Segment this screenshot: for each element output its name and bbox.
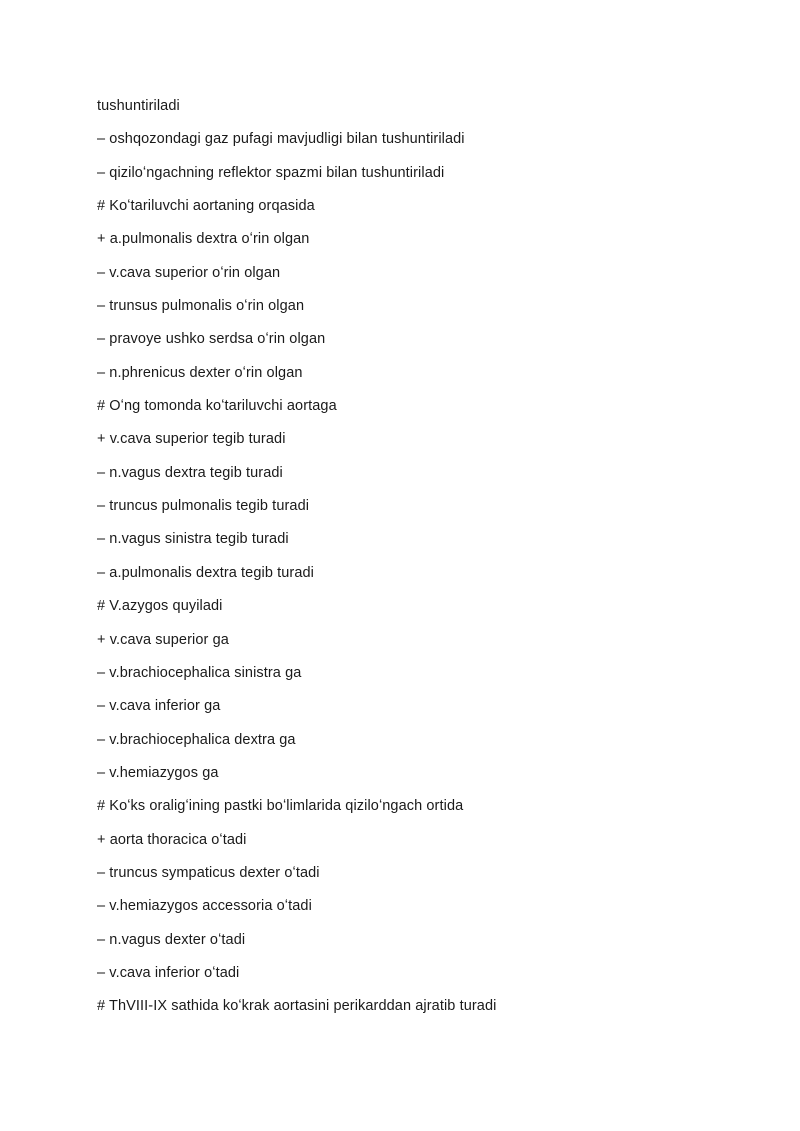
question-heading: # V.azygos quyiladi — [97, 598, 223, 615]
question-heading: # ThVIII-IX sathida koʻkrak aortasini perikarddan ajratib turadi — [97, 998, 497, 1015]
correct-answer: + a.pulmonalis dextra oʻrin olgan — [97, 231, 310, 248]
question-heading: # Oʻng tomonda koʻtariluvchi aortaga — [97, 398, 337, 415]
answer-option: – truncus pulmonalis tegib turadi — [97, 498, 310, 515]
answer-option: – n.vagus dextra tegib turadi — [97, 464, 283, 481]
answer-option: – pravoye ushko serdsa oʻrin olgan — [97, 331, 326, 348]
answer-option: – v.brachiocephalica sinistra ga — [97, 664, 302, 681]
correct-answer: + v.cava superior tegib turadi — [97, 431, 286, 448]
correct-answer: + aorta thoracica oʻtadi — [97, 831, 247, 848]
answer-option: – v.hemiazygos accessoria oʻtadi — [97, 898, 312, 915]
answer-option: – n.vagus sinistra tegib turadi — [97, 531, 289, 548]
answer-option: – a.pulmonalis dextra tegib turadi — [97, 564, 314, 581]
answer-option: – v.cava inferior oʻtadi — [97, 964, 240, 981]
question-heading: # Koʻks oraligʻining pastki boʻlimlarida qiziloʻngach ortida — [97, 798, 464, 815]
answer-option: – oshqozondagi gaz pufagi mavjudligi bilan tushuntiriladi — [97, 131, 465, 148]
question-heading: # Koʻtariluvchi aortaning orqasida — [97, 198, 315, 215]
answer-option: – v.cava superior oʻrin olgan — [97, 264, 281, 281]
answer-option: – v.hemiazygos ga — [97, 764, 219, 781]
answer-option: – n.vagus dexter oʻtadi — [97, 931, 246, 948]
text-body — [97, 94, 777, 1028]
text-line: tushuntiriladi — [97, 98, 180, 114]
answer-option: – truncus sympaticus dexter oʻtadi — [97, 864, 320, 881]
correct-answer: + v.cava superior ga — [97, 631, 229, 648]
answer-option: – qiziloʻngachning reflektor spazmi bilan tushuntiriladi — [97, 164, 445, 181]
answer-option: – n.phrenicus dexter oʻrin olgan — [97, 364, 303, 381]
answer-option: – v.brachiocephalica dextra ga — [97, 731, 296, 748]
answer-option: – trunsus pulmonalis oʻrin olgan — [97, 298, 305, 315]
answer-option: – v.cava inferior ga — [97, 698, 221, 715]
